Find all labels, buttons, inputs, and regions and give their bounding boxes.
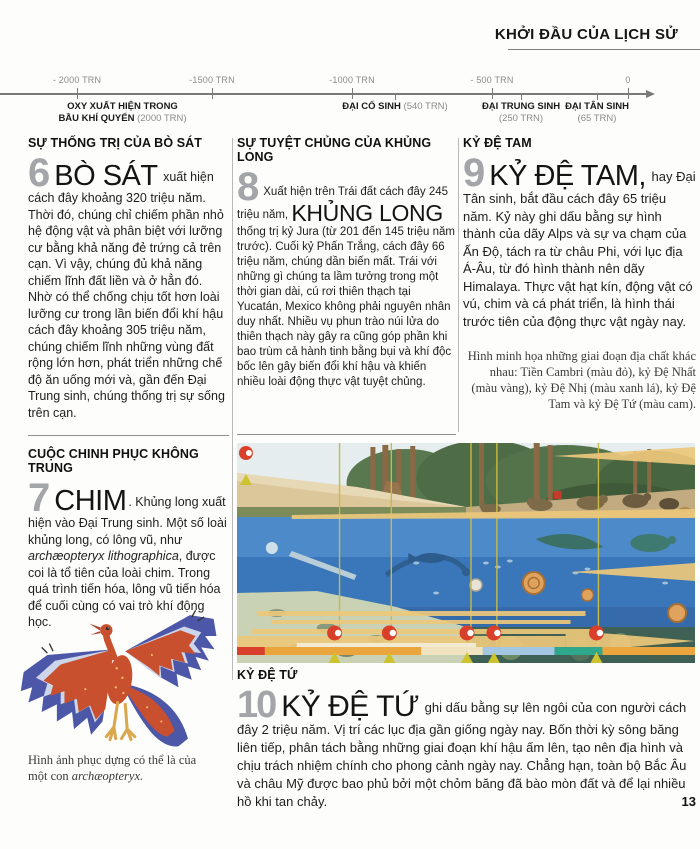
item-number: 6 [28,151,49,195]
paragraph-text: ghi dấu bằng sự lên ngôi của con người cách đây 2 triệu năm. Vị trí các lục địa gần giống ngày nay. Bốn thời kỳ sông băng liên tiếp, phân tách bằng những giai đoạn khí hậu ấm lên, tạo nên địa hình và chịu trách nhiệm chính cho phong cảnh ngày nay. Chẳng hạn, toàn bộ Bắc Âu và châu Mỹ được bao phủ bởi một chỏm băng đã bào mòn đất và để lại nhiều hồ khi tan chảy. [237,700,687,809]
extinction-paragraph [237,165,456,390]
timeline-tick-label: -1500 TRN [189,75,235,85]
section-heading-quaternary: KỶ ĐỆ TỨ [237,668,298,682]
section-quaternary [237,668,695,811]
species-name: archæopteryx lithographica [28,549,179,563]
item-keyword: BÒ SÁT [54,160,158,192]
section-divider [237,434,456,435]
bird-head [100,624,112,636]
tertiary-paragraph [463,151,696,330]
timeline-event-cenozoic: ĐẠI TÂN SINH (65 TRN) [565,101,629,124]
timeline-axis [0,93,646,95]
item-number: 7 [28,476,49,520]
timeline-tick [77,88,78,99]
timeline-tick [628,88,629,99]
timeline-tick [212,88,213,99]
section-divider [28,435,229,436]
column-divider [232,138,233,680]
paragraph-text: . Khủng long xuất hiện vào Đại Trung sinh. Một số loài khủng long, có lông vũ, như [28,495,227,547]
item-keyword: KỶ ĐỆ TAM, [489,160,646,192]
scene-caption: Hình minh họa những giai đoạn địa chất khác nhau: Tiền Cambri (màu đỏ), kỷ Đệ Nhất (màu vàng), kỷ Đệ Nhị (màu xanh lá), kỷ Đệ Tam và kỷ Đệ Tứ (màu cam). [467,349,696,411]
geological-eras-illustration [237,443,695,663]
quaternary-paragraph [237,684,695,811]
item-number: 10 [237,684,276,726]
section-heading-tertiary: KỶ ĐỆ TAM [463,136,532,150]
item-keyword: CHIM [54,485,127,517]
column-extinction [237,136,456,390]
timeline-tick-label: -1000 TRN [329,75,375,85]
section-heading-extinction: SỰ TUYỆT CHỦNG CỦA KHỦNG LONG [237,136,432,164]
item-number: 8 [237,165,258,209]
bird-legs [106,703,134,740]
timeline-tick-label: - 2000 TRN [52,75,102,85]
bird-beak [89,624,100,631]
column-tertiary [463,136,696,412]
item-keyword: KHỦNG LONG [291,200,443,226]
timeline-arrow-icon [646,90,655,98]
timeline-tick [352,88,353,99]
page-title: KHỞI ĐẦU CỦA LỊCH SỬ [494,26,678,43]
timeline-event-paleozoic: ĐẠI CỔ SINH (540 TRN) [342,101,448,112]
paragraph-text: , được coi là tổ tiên của loài chim. Trong quá trình tiến hóa, lông vũ tiến hóa để cuối cùng có vai trò khí động học. [28,549,221,629]
timeline-tick-label: - 500 TRN [470,75,514,85]
timeline-tick-label: 0 [625,75,631,85]
timeline-event-oxygen: OXY XUẤT HIỆN TRONG BẦU KHÍ QUYỂN (2000 TRN) [58,101,187,124]
header-rule [508,49,700,50]
page-number: 13 [681,794,696,809]
paragraph-text: hay Đại Tân sinh, bắt đầu cách đây 65 triệu năm. Kỷ này ghi dấu bằng sự hình thành của dãy Alps và sự va chạm của Ấn Độ, tách ra từ châu Phi, với lục địa Á-Âu, từ đó hình thành nên dãy Himalaya. Thực vật hạt kín, động vật có vú, chim và cá phát triển, là hình thái trước tiên của động thực vật ngày nay. [463,169,696,329]
reptiles-paragraph [28,151,229,421]
timeline-tick [597,93,598,100]
item-number: 9 [463,151,484,195]
column-divider [458,138,459,432]
timeline-event-mesozoic: ĐẠI TRUNG SINH (250 TRN) [481,101,561,124]
timeline-tick [492,88,493,99]
archaeopteryx-illustration [12,598,230,750]
section-heading-birds: CUỘC CHINH PHỤC KHÔNG TRUNG [28,447,199,475]
paragraph-text: Xuất hiện trên Trái đất cách đây 245 triệu năm, [237,186,449,221]
bird-eye [106,627,109,630]
item-keyword: KỶ ĐỆ TỨ [281,690,420,723]
section-heading-reptiles: SỰ THỐNG TRỊ CỦA BÒ SÁT [28,136,203,150]
timeline-tick [521,93,522,100]
timeline-tick [395,93,396,100]
archaeopteryx-caption: Hình ảnh phục dựng có thể là của một con archæopteryx. [28,753,197,783]
column-reptiles-birds [28,136,229,631]
paragraph-text: xuất hiện cách đây khoảng 320 triệu năm. Thời đó, chúng chỉ chiếm phần nhỏ hệ động vật và phân biệt với lưỡng cư bằng khả năng đẻ trứng cả trên cạn. Vì vậy, chúng đủ khả năng chiếm lĩnh đất liền và ở hẳn đó. Nhờ có thể chống chịu tốt hơn loài lưỡng cư trong lần biến đổi khí hậu cách đây khoảng 305 triệu năm, chúng chiếm lĩnh những vùng đất rộng lớn hơn, phát triển những chế độ ăn uống mới và, gần đến Đại Trung sinh, chúng thống trị sự sống trên cạn. [28,170,225,420]
paragraph-text: thống trị kỷ Jura (từ 201 đến 145 triệu năm trước). Cuối kỷ Phấn Trắng, cách đây 66 triệu năm, chúng dần biến mất. Trái với những gì chúng ta lầm tưởng trong một thời gian dài, cú rơi thiên thạch tại Yucatán, Mexico không phải nguyên nhân duy nhất. Nhiều vụ phun trào núi lửa do thiên thạch này gây ra cũng góp phần khi bao trùm cả hành tinh bằng bụi và khí độc bốc lên gây biến đổi khí hậu và khiến nhiều loài động thực vật tuyệt chủng. [237,226,456,388]
